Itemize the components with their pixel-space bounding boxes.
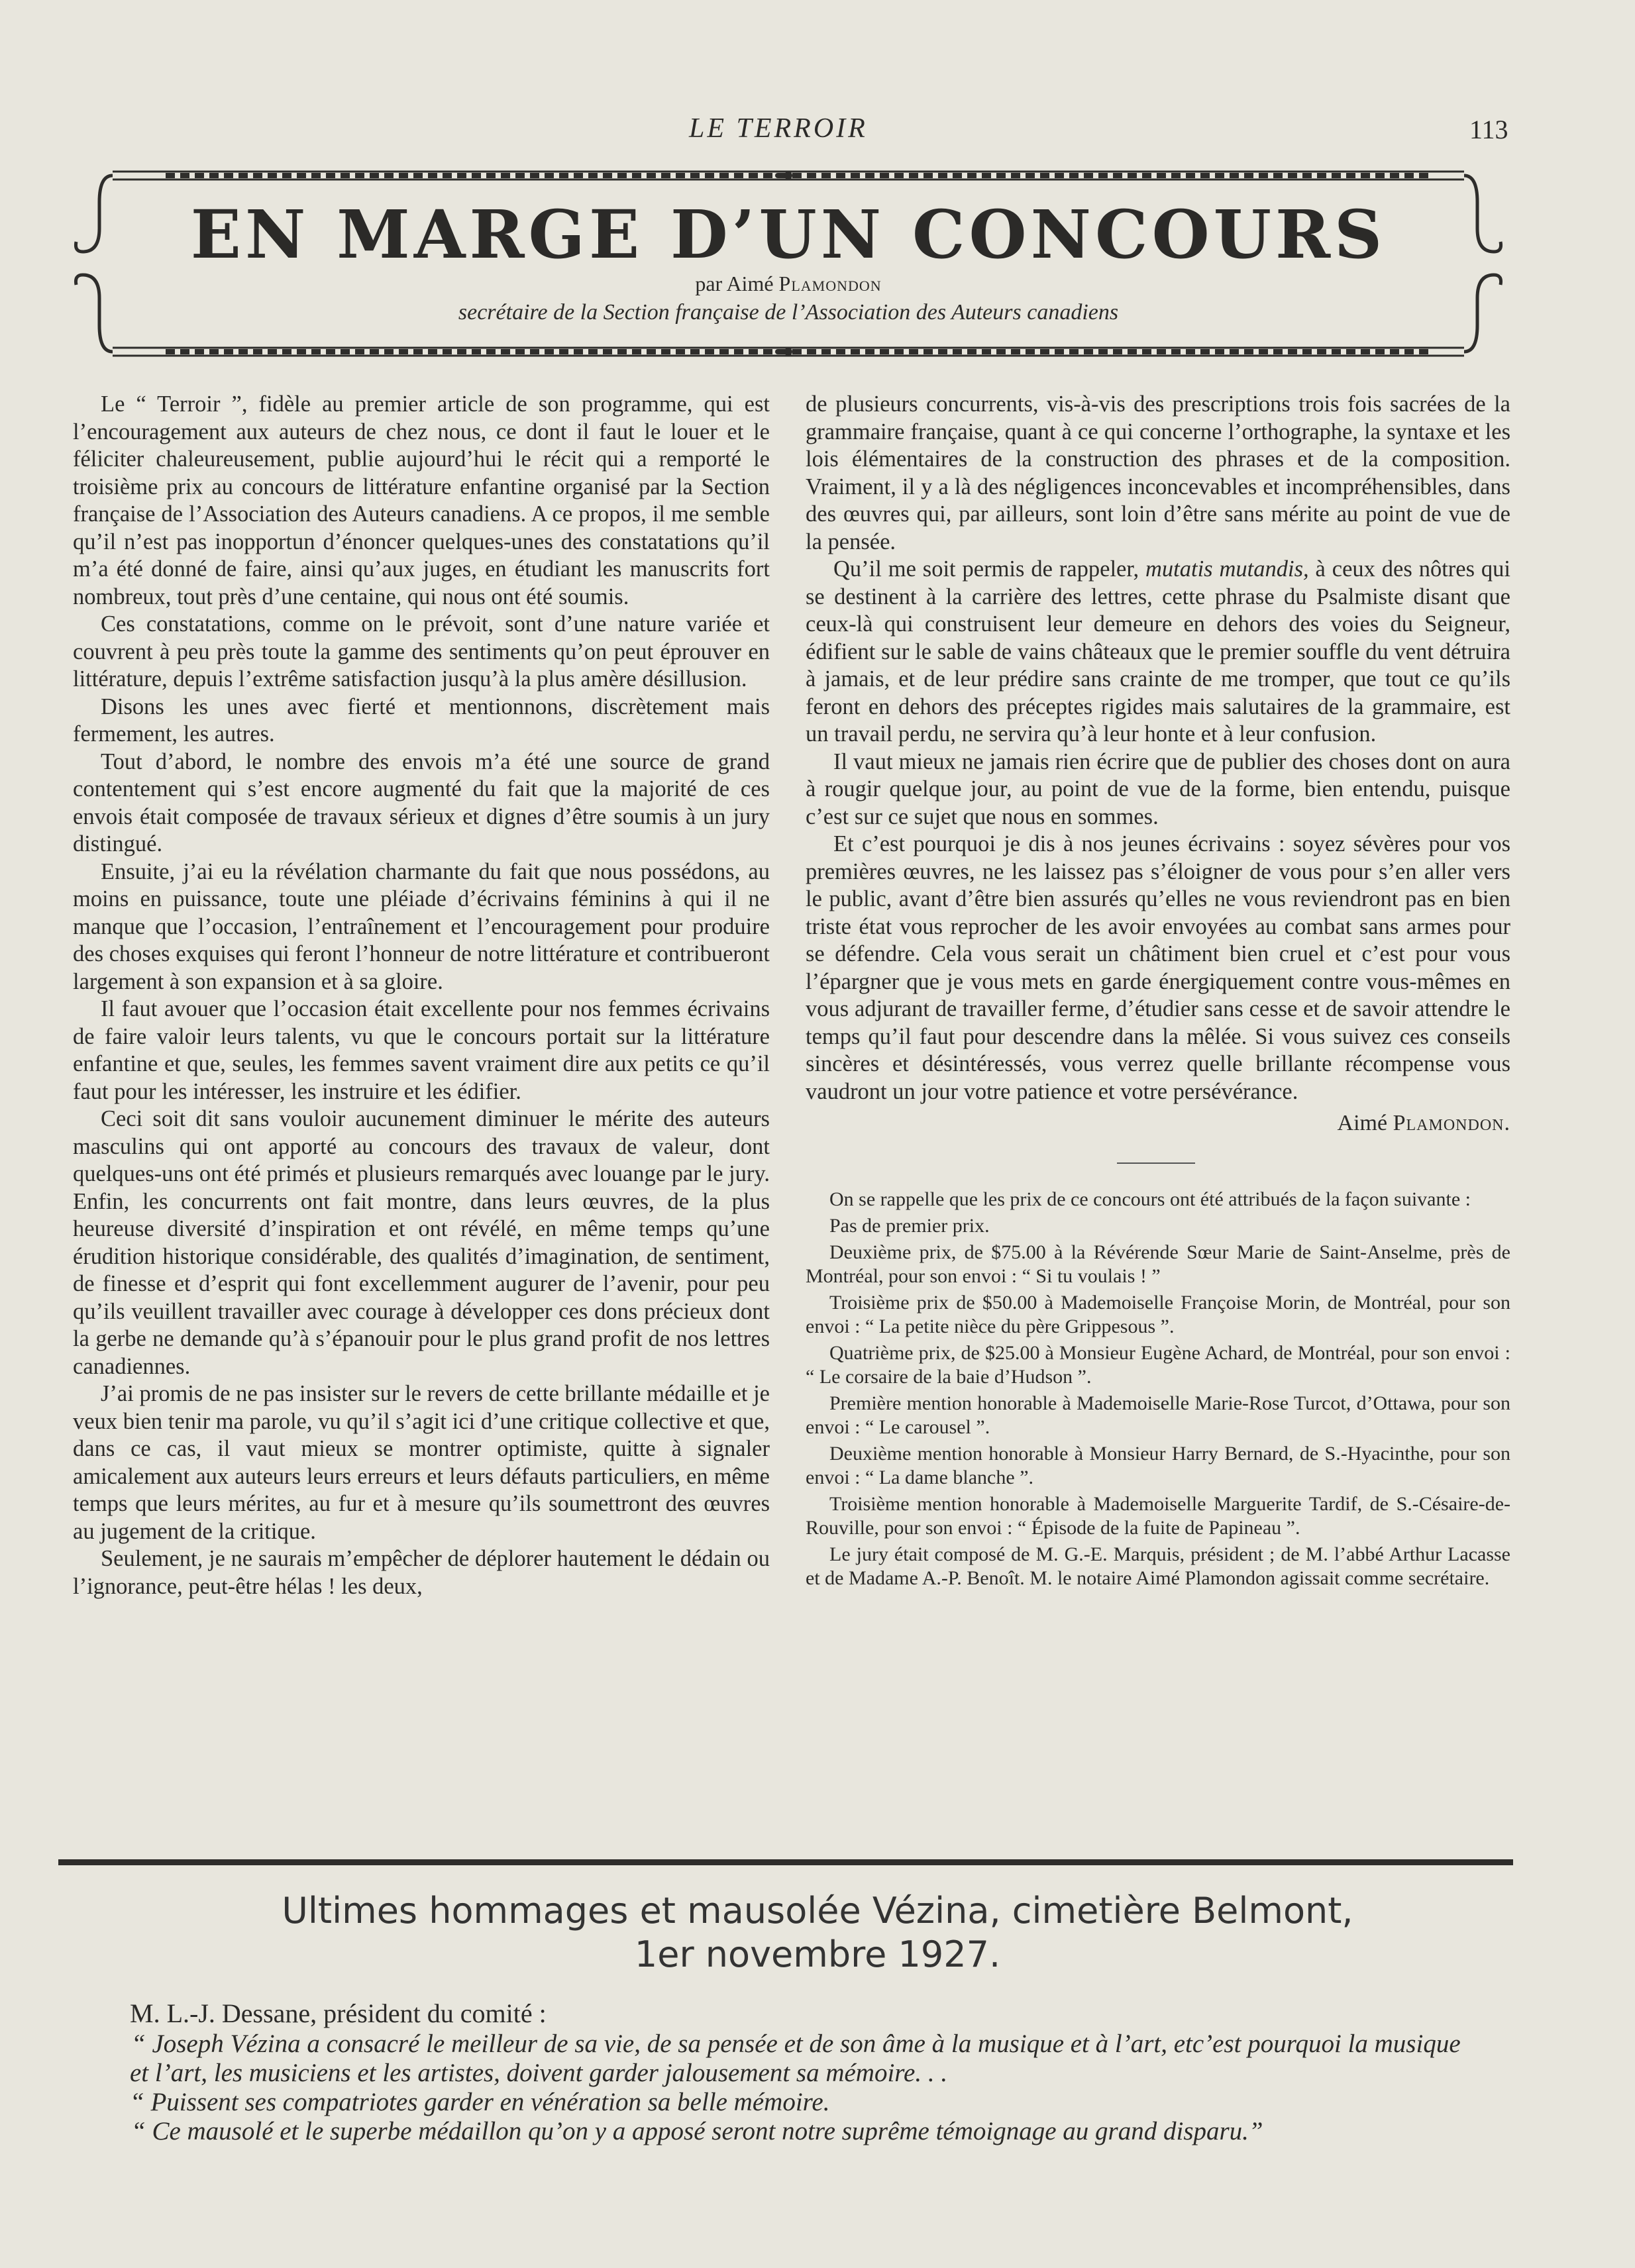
title-frame [73, 162, 1504, 364]
quote: “ Puissent ses compatriotes garder en vénération sa belle mémoire. [130, 2088, 830, 2116]
note-line: Troisième prix de $50.00 à Mademoiselle Françoise Morin, de Montréal, pour son envoi : “ La petite nièce du père Grippesous ”. [806, 1291, 1510, 1337]
paragraph-continuation: de plusieurs concurrents, vis-à-vis des prescriptions trois fois sacrées de la grammaire française, quant à ce qui concerne l’orthographe, la syntaxe et les lois élémentaires de la construction des phrases et de la composition. Vraiment, il y a là des négligences inconcevables et incompréhensibles, dans des œuvres qui, par ailleurs, sont loin d’être sans mérite au point de vue de la pensée. [806, 391, 1510, 554]
right-column [806, 391, 1510, 1590]
prize-note [806, 1188, 1510, 1590]
paragraph: Ces constatations, comme on le prévoit, sont d’une nature variée et couvrent à peu près toute la gamme des sentiments qu’on peut éprouver en littérature, depuis l’extrême satisfaction jusqu’à la plus amère désillusion. [73, 611, 770, 692]
paragraph: Tout d’abord, le nombre des envois m’a été une source de grand contentement qui s’est encore augmenté du fait que la majorité de ces envois était composée de travaux sérieux et dignes d’être soumis à un jury distingué. [73, 748, 770, 856]
quote: “ Ce mausolé et le superbe médaillon qu’on y a apposé seront notre suprême témoignage au grand disparu.” [131, 2117, 1263, 2145]
paragraph: Disons les unes avec fierté et mentionnons, discrètement mais fermement, les autres. [73, 694, 770, 747]
signature-first: Aimé [1337, 1111, 1393, 1135]
paragraph-text: Qu’il me soit permis de rappeler, [833, 556, 1145, 582]
paragraph: J’ai promis de ne pas insister sur le revers de cette brillante médaille et je veux bien tenir ma parole, vu qu’il s’agit ici d’une critique collective et que, dans ce cas, il vaut mieux se montrer optimiste, quitte à signaler amicalement aux auteurs leurs erreurs et leurs défauts particuliers, en même temps que leurs mérites, au fur et à mesure qu’ils soumettront des œuvres au jugement de la critique. [73, 1381, 770, 1544]
paragraph-text: à ceux des nôtres qui se destinent à la carrière des lettres, cette phrase du Psalmiste disant que ceux-là qui construisent leur demeure en dehors des voies du Seigneur, édifient sur le sable de vains châteaux que le premier souffle du vent détruira à jamais, et de leur prédire sans crainte de me tromper, que tout ce qu’ils feront en dehors des préceptes rigides mais salutaires de la grammaire, est un travail perdu, ne servira qu’à leur honte et à leur confusion. [806, 556, 1511, 747]
article-headline: EN MARGE D’UN CONCOURS [190, 195, 1387, 274]
paragraph: Le “ Terroir ”, fidèle au premier article de son programme, qui est l’encouragement aux auteurs de chez nous, ce dont il faut le louer et le féliciter chaleureusement, publie aujourd’hui le récit qui a remporté le troisième prix au concours de littérature enfantine organisé par la Section française de l’Association des Auteurs canadiens. A ce propos, il me semble qu’il n’est pas inopportun d’énoncer quelques-unes des constatations qu’il m’a été donné de faire, ainsi qu’aux juges, en étudiant les manuscrits fort nombreux, tout près d’une centaine, qui nous ont été soumis. [73, 391, 770, 609]
paragraph: Ceci soit dit sans vouloir aucunement diminuer le mérite des auteurs masculins qui ont apporté au concours des travaux de valeur, dont quelques-uns ont été primés et plusieurs remarqués avec louange par le jury. Enfin, les concurrents ont fait montre, dans leurs œuvres, de la plus heureuse diversité d’inspiration et ont révélé, en même temps qu’une érudition historique considérable, des qualités d’imagination, de sentiment, de finesse et d’esprit qui font excellemment augurer de l’avenir, pour peu qu’ils veuillent travailler avec courage à développer ces dons précieux dont la gerbe ne demande qu’à s’épanouir pour le plus grand profit de nos lettres canadiennes. [73, 1106, 770, 1379]
byline-name: Plamondon [778, 272, 882, 295]
running-title: LE TERROIR [689, 113, 868, 144]
note-line: Deuxième prix, de $75.00 à la Révérende Sœur Marie de Saint-Anselme, près de Montréal, pour son envoi : “ Si tu voulais ! ” [806, 1241, 1510, 1287]
paragraph: Seulement, je ne saurais m’empêcher de déplorer hautement le dédain ou l’ignorance, peut-être hélas ! les deux, [73, 1546, 770, 1599]
latin-phrase: mutatis mutandis, [1145, 556, 1309, 582]
tribute-title-line1: Ultimes hommages et mausolée Vézina, cimetière Belmont, [282, 1890, 1353, 1932]
signature-last: Plamondon. [1393, 1111, 1510, 1135]
quote: “ Joseph Vézina a consacré le meilleur de sa vie, de sa pensée et de son âme à la musique et à l’art, etc’est pourquoi la musique et l’art, les musiciens et les artistes, doivent garder jalousement sa mémoire. . . [130, 2030, 1461, 2087]
signature [806, 1109, 1510, 1137]
tribute-title [0, 1889, 1635, 1977]
section-divider [58, 1859, 1513, 1865]
note-line: Troisième mention honorable à Mademoiselle Marguerite Tardif, de S.-Césaire-de-Rouville, pour son envoi : “ Épisode de la fuite de Papineau ”. [806, 1492, 1510, 1539]
paragraph [806, 556, 1510, 748]
paragraph: Et c’est pourquoi je dis à nos jeunes écrivains : soyez sévères pour vos premières œuvres, ne les laissez pas s’éloigner de vous pour s’en aller vers le public, avant d’être bien assurés qu’elles ne vous reviendront pas en bien triste état vous reprocher de les avoir envoyées au combat sans armes pour se défendre. Cela vous serait un châtiment bien cruel et c’est pour vous l’épargner que je vous mets en garde énergiquement contre vous-mêmes en vous adjurant de travailler ferme, d’étudier sans cesse et de savoir attendre le temps qu’il faut pour descendre dans la mêlée. Si vous suivez ces conseils sincères et désintéressés, vous verrez quelle brillante récompense vous vaudront un jour votre patience et votre persévérance. [806, 831, 1510, 1104]
note-line: Première mention honorable à Mademoiselle Marie-Rose Turcot, d’Ottawa, pour son envoi : “ Le carousel ”. [806, 1392, 1510, 1438]
running-head [0, 113, 1635, 152]
tribute-text [130, 1999, 1481, 2146]
left-column [73, 391, 770, 1600]
byline [73, 272, 1504, 296]
note-line: Deuxième mention honorable à Monsieur Harry Bernard, de S.-Hyacinthe, pour son envoi : “ La dame blanche ”. [806, 1442, 1510, 1488]
paragraph: Il vaut mieux ne jamais rien écrire que de publier des choses dont on aura à rougir quelque jour, au point de vue de la forme, bien entendu, puisque c’est sur ce sujet que nous en sommes. [806, 748, 1510, 829]
author-affiliation: secrétaire de la Section française de l’Association des Auteurs canadiens [458, 300, 1119, 325]
byline-prefix: par Aimé [695, 272, 779, 295]
divider [1117, 1162, 1195, 1164]
paragraph: Ensuite, j’ai eu la révélation charmante du fait que nous possédons, au moins en puissance, toute une pléiade d’écrivains féminins à qui il ne manque que l’occasion, l’entraînement et l’encouragement pour produire des choses exquises qui feront l’honneur de notre littérature et contribueront largement à son expansion et à sa gloire. [73, 858, 770, 994]
speaker: M. L.-J. Dessane, président du comité : [130, 1998, 547, 2028]
paragraph: Il faut avouer que l’occasion était excellente pour nos femmes écrivains de faire valoir leurs talents, vu que le concours portait sur la littérature enfantine et que, seules, les femmes savent vraiment dire aux petits ce qu’il faut pour les intéresser, les instruire et les édifier. [73, 996, 770, 1104]
note-line: Pas de premier prix. [829, 1214, 990, 1237]
note-line: On se rappelle que les prix de ce concours ont été attribués de la façon suivante : [829, 1188, 1471, 1210]
page-number: 113 [1469, 115, 1508, 144]
note-line: Quatrième prix, de $25.00 à Monsieur Eugène Achard, de Montréal, pour son envoi : “ Le corsaire de la baie d’Hudson ”. [806, 1341, 1510, 1388]
note-line: Le jury était composé de M. G.-E. Marquis, président ; de M. l’abbé Arthur Lacasse et de Madame A.-P. Benoît. M. le notaire Aimé Plamondon agissait comme secrétaire. [806, 1543, 1510, 1589]
tribute-title-line2: 1er novembre 1927. [634, 1933, 1001, 1975]
